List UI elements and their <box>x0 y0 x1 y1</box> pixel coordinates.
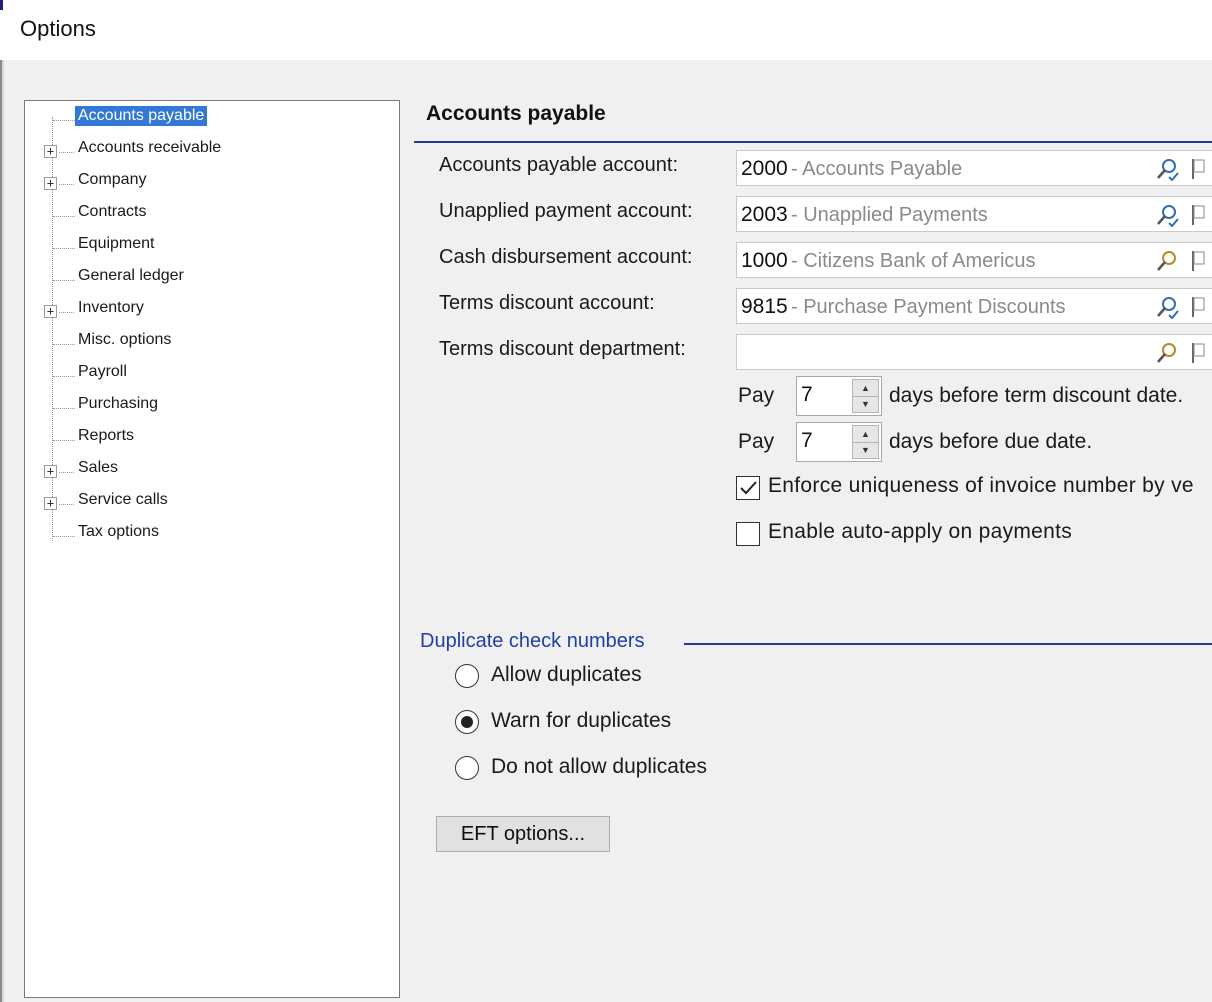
tree-item-label: Equipment <box>78 235 155 252</box>
tree-item-service-calls[interactable] <box>44 489 374 519</box>
tree-item-company[interactable] <box>44 169 374 199</box>
pay-term-discount-stepper[interactable] <box>796 376 882 416</box>
search-icon[interactable] <box>1155 249 1179 273</box>
window-left-border-inner <box>2 60 4 1002</box>
tree-item-label: Payroll <box>78 363 127 380</box>
disallow-duplicates-label: Do not allow duplicates <box>491 755 707 778</box>
expand-plus-icon[interactable]: + <box>44 305 57 318</box>
cash-disbursement-label: Cash disbursement account: <box>439 246 693 268</box>
enforce-uniqueness-label: Enforce uniqueness of invoice number by ve <box>768 474 1194 497</box>
allow-duplicates-label: Allow duplicates <box>491 663 642 686</box>
account-code: 2003 <box>741 203 788 226</box>
tree-item-label: Misc. options <box>78 331 172 348</box>
tree-item-label: Company <box>78 171 147 188</box>
tree-item-sales[interactable] <box>44 457 374 487</box>
tree-item-reports[interactable] <box>44 425 374 455</box>
panel-title: Accounts payable <box>426 102 606 125</box>
window-title: Options <box>20 16 96 41</box>
eft-options-button[interactable]: EFT options... <box>436 816 610 852</box>
tree-item-label: Reports <box>78 427 135 444</box>
stepper-value[interactable]: 7 <box>801 429 813 452</box>
duplicate-check-group-rule <box>684 643 1212 645</box>
stepper-value[interactable]: 7 <box>801 383 813 406</box>
stepper-down-icon[interactable]: ▼ <box>861 399 870 409</box>
title-bar <box>0 0 1212 60</box>
panel-title-rule <box>414 141 1212 143</box>
tree-item-label: Contracts <box>78 203 147 220</box>
account-description: - Accounts Payable <box>791 158 963 180</box>
expand-plus-icon[interactable]: + <box>44 177 57 190</box>
tree-item-purchasing[interactable] <box>44 393 374 423</box>
enable-auto-apply-checkbox[interactable] <box>736 522 760 546</box>
duplicate-check-group-title: Duplicate check numbers <box>420 630 645 652</box>
account-description: - Citizens Bank of Americus <box>791 250 1036 272</box>
stepper-down-icon[interactable]: ▼ <box>861 445 870 455</box>
tree-item-tax-options[interactable] <box>44 521 374 551</box>
allow-duplicates-radio[interactable] <box>455 664 479 688</box>
tree-item-general-ledger[interactable] <box>44 265 374 295</box>
tree-item-label: Inventory <box>78 299 144 316</box>
tree-item-label: Service calls <box>78 491 168 508</box>
tree-item-misc-options[interactable] <box>44 329 374 359</box>
account-description: - Unapplied Payments <box>791 204 988 226</box>
warn-duplicates-label: Warn for duplicates <box>491 709 672 732</box>
pay-due-date-stepper[interactable] <box>796 422 882 462</box>
flag-icon[interactable] <box>1187 341 1211 365</box>
unapplied-payment-label: Unapplied payment account: <box>439 200 693 222</box>
account-code: 9815 <box>741 295 788 318</box>
pay-term-discount-suffix: days before term discount date. <box>889 384 1184 407</box>
tree-item-label: Accounts receivable <box>78 139 222 156</box>
radio-selected-dot <box>461 716 473 728</box>
search-icon[interactable] <box>1155 157 1179 181</box>
disallow-duplicates-radio[interactable] <box>455 756 479 780</box>
tree-item-payroll[interactable] <box>44 361 374 391</box>
search-icon[interactable] <box>1155 295 1179 319</box>
stepper-up-icon[interactable]: ▲ <box>853 380 878 397</box>
enable-auto-apply-label: Enable auto-apply on payments <box>768 520 1073 543</box>
flag-icon[interactable] <box>1187 249 1211 273</box>
checkmark-icon <box>737 477 759 499</box>
account-code: 1000 <box>741 249 788 272</box>
cash-disbursement-field[interactable] <box>736 242 1212 278</box>
pay-term-discount-prefix: Pay <box>738 384 775 407</box>
terms-discount-account-label: Terms discount account: <box>439 292 655 314</box>
window-corner-accent <box>0 0 3 10</box>
tree-item-label: General ledger <box>78 267 184 284</box>
tree-item-label: Accounts payable <box>75 106 207 126</box>
stepper-up-icon[interactable]: ▲ <box>853 426 878 443</box>
tree-item-accounts-payable[interactable] <box>44 105 374 135</box>
terms-discount-account-field[interactable] <box>736 288 1212 324</box>
terms-discount-department-field[interactable] <box>736 334 1212 370</box>
tree-item-inventory[interactable] <box>44 297 374 327</box>
tree-item-contracts[interactable] <box>44 201 374 231</box>
search-icon[interactable] <box>1155 341 1179 365</box>
tree-item-label: Purchasing <box>78 395 159 412</box>
tree-item-equipment[interactable] <box>44 233 374 263</box>
flag-icon[interactable] <box>1187 157 1211 181</box>
pay-due-date-prefix: Pay <box>738 430 775 453</box>
flag-icon[interactable] <box>1187 203 1211 227</box>
warn-duplicates-radio[interactable] <box>455 710 479 734</box>
account-description: - Purchase Payment Discounts <box>791 296 1066 318</box>
enforce-uniqueness-checkbox[interactable] <box>736 476 760 500</box>
unapplied-payment-field[interactable] <box>736 196 1212 232</box>
flag-icon[interactable] <box>1187 295 1211 319</box>
terms-discount-department-label: Terms discount department: <box>439 338 686 360</box>
expand-plus-icon[interactable]: + <box>44 465 57 478</box>
account-code: 2000 <box>741 157 788 180</box>
ap-account-field[interactable] <box>736 150 1212 186</box>
tree-item-label: Sales <box>78 459 119 476</box>
expand-plus-icon[interactable]: + <box>44 145 57 158</box>
search-icon[interactable] <box>1155 203 1179 227</box>
tree-item-label: Tax options <box>78 523 159 540</box>
ap-account-label: Accounts payable account: <box>439 154 679 176</box>
expand-plus-icon[interactable]: + <box>44 497 57 510</box>
tree-item-accounts-receivable[interactable] <box>44 137 374 167</box>
pay-due-date-suffix: days before due date. <box>889 430 1093 453</box>
